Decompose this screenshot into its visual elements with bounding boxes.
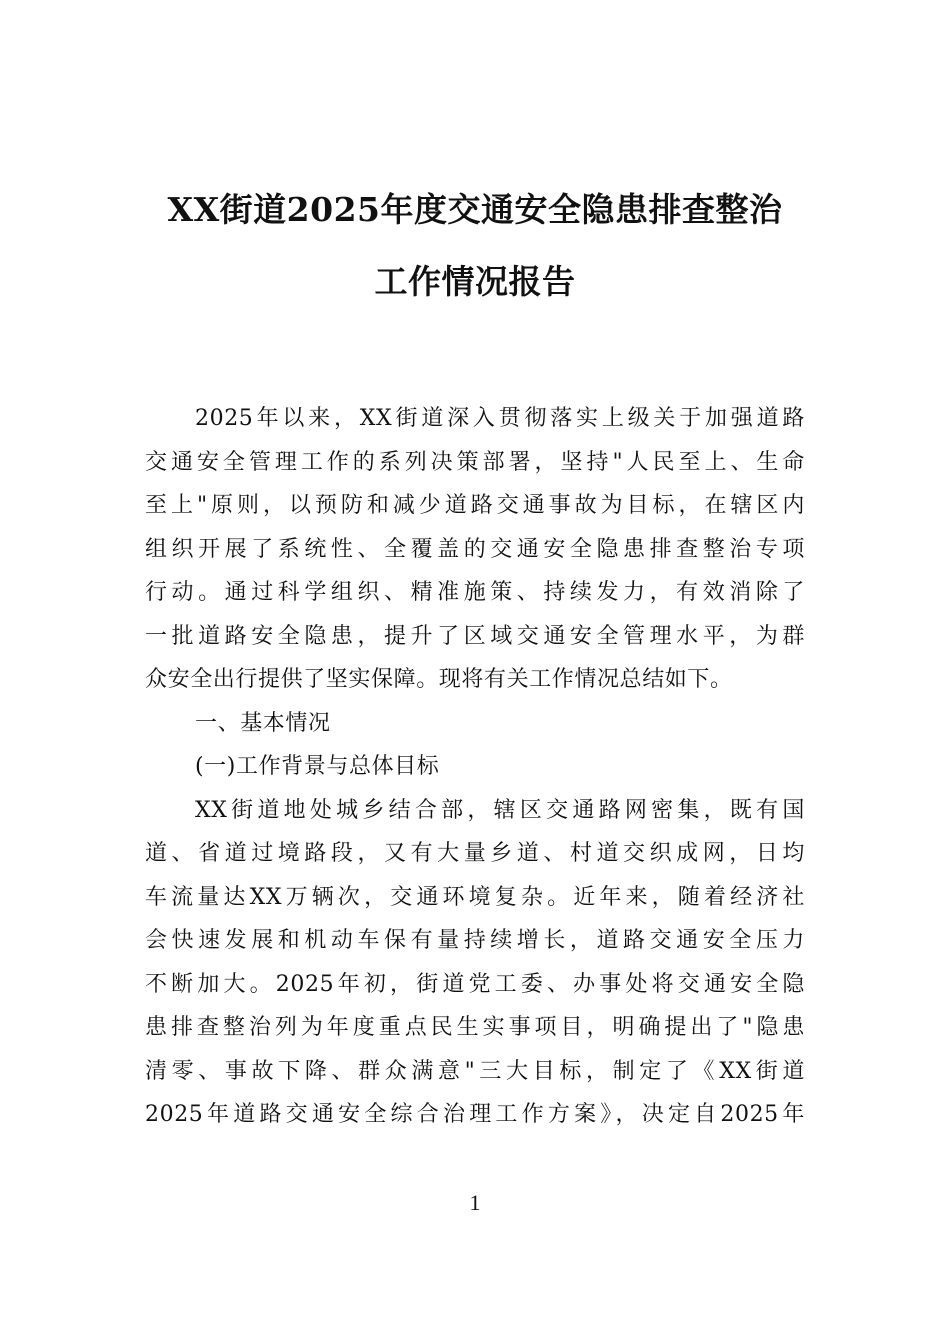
paragraph-line: 2025年以来，XX街道深入贯彻落实上级关于加强道路 — [195, 406, 805, 431]
paragraph-line: 组织开展了系统性、全覆盖的交通安全隐患排查整治专项 — [145, 536, 805, 562]
paragraph-line: 患排查整治列为年度重点民生实事项目，明确提出了"隐患 — [145, 1015, 805, 1040]
subsection-heading-background: (一)工作背景与总体目标 — [195, 754, 440, 779]
paragraph-line: 2025年道路交通安全综合治理工作方案》，决定自2025年 — [145, 1102, 805, 1127]
document-body — [145, 397, 805, 1137]
title-line-2: 工作情况报告 — [374, 262, 576, 301]
intro-paragraph — [145, 397, 805, 702]
paragraph-line: 会快速发展和机动车保有量持续增长，道路交通安全压力 — [145, 928, 805, 953]
paragraph-line: 清零、事故下降、群众满意"三大目标，制定了《XX街道 — [145, 1058, 805, 1084]
paragraph-line: 车流量达XX万辆次，交通环境复杂。近年来，随着经济社 — [145, 884, 805, 910]
paragraph-line: 交通安全管理工作的系列决策部署，坚持"人民至上、生命 — [145, 449, 805, 475]
paragraph-line: 行动。通过科学组织、精准施策、持续发力，有效消除了 — [145, 580, 805, 605]
document-title — [100, 188, 850, 304]
paragraph-line: 至上"原则，以预防和减少道路交通事故为目标，在辖区内 — [145, 493, 805, 518]
background-paragraph — [145, 789, 805, 1137]
paragraph-line: 一批道路安全隐患，提升了区域交通安全管理水平，为群 — [145, 623, 805, 649]
paragraph-line: 不断加大。2025年初，街道党工委、办事处将交通安全隐 — [145, 971, 805, 997]
paragraph-line: 众安全出行提供了坚实保障。现将有关工作情况总结如下。 — [145, 667, 733, 692]
page-number: 1 — [469, 1190, 481, 1215]
title-line-1: XX街道2025年度交通安全隐患排查整治 — [167, 190, 783, 229]
paragraph-line: XX街道地处城乡结合部，辖区交通路网密集，既有国 — [195, 797, 805, 823]
section-heading-basic-situation: 一、基本情况 — [195, 710, 331, 736]
paragraph-line: 道、省道过境路段，又有大量乡道、村道交织成网，日均 — [145, 841, 805, 866]
